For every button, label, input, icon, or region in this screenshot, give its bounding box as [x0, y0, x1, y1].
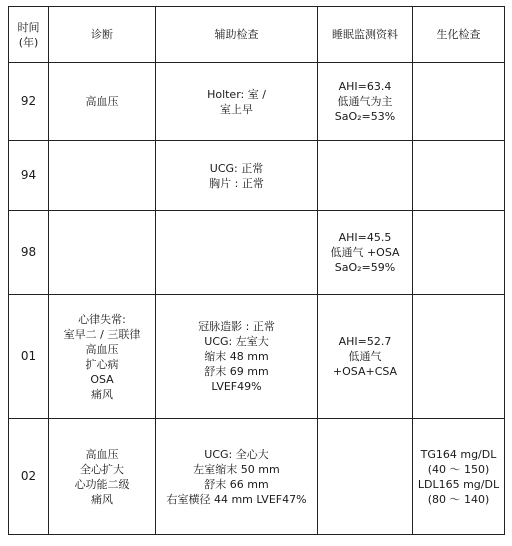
biochem-line: (40 ～ 150) — [427, 462, 490, 476]
auxiliary-line: Holter: 室 / — [207, 87, 266, 101]
cell-sleep — [318, 211, 413, 295]
cell-sleep — [318, 63, 413, 141]
header-sleep: 睡眠监测资料 — [318, 7, 413, 63]
auxiliary-line: 右室横径 44 mm LVEF47% — [166, 492, 307, 506]
cell-biochem — [413, 63, 505, 141]
header-time — [9, 7, 49, 63]
cell-year: 94 — [9, 141, 49, 211]
auxiliary-line: 胸片 : 正常 — [209, 176, 264, 190]
cell-biochem — [413, 141, 505, 211]
diagnosis-line: 全心扩大 — [80, 462, 124, 476]
sleep-line: 低通气 +OSA — [330, 246, 400, 259]
diagnosis-line: 室早二 / 三联律 — [63, 327, 141, 341]
cell-year: 01 — [9, 295, 49, 419]
cell-auxiliary — [156, 141, 318, 211]
diagnosis-line: OSA — [90, 372, 114, 386]
diagnosis-line: 痛风 — [91, 492, 113, 506]
cell-auxiliary — [156, 295, 318, 419]
header-time-line1: 时间 — [17, 20, 40, 34]
cell-sleep — [318, 295, 413, 419]
table-row — [9, 419, 505, 535]
table-container — [8, 6, 505, 535]
sleep-line: SaO₂=53% — [334, 110, 396, 123]
sleep-line: 低通气为主 — [337, 95, 393, 108]
cell-diagnosis — [49, 295, 156, 419]
auxiliary-line: UCG: 全心大 — [204, 447, 269, 461]
sleep-line: AHI=63.4 — [338, 80, 392, 93]
cell-auxiliary — [156, 63, 318, 141]
auxiliary-line: UCG: 左室大 — [204, 335, 269, 348]
cell-year: 98 — [9, 211, 49, 295]
biochem-line: TG164 mg/DL — [420, 447, 497, 461]
sleep-line: AHI=45.5 — [338, 231, 392, 244]
diagnosis-line: 高血压 — [85, 342, 119, 356]
sleep-line: +OSA+CSA — [332, 365, 398, 378]
diagnosis-line: 扩心病 — [85, 357, 119, 371]
cell-sleep — [318, 141, 413, 211]
header-diagnosis: 诊断 — [49, 7, 156, 63]
table-row — [9, 141, 505, 211]
auxiliary-line: 缩末 48 mm — [204, 350, 269, 363]
sleep-line: AHI=52.7 — [338, 335, 392, 348]
cell-biochem — [413, 419, 505, 535]
cell-year: 02 — [9, 419, 49, 535]
sleep-line: 低通气 — [348, 350, 382, 363]
biochem-line: (80 ～ 140) — [427, 492, 490, 506]
sleep-line: SaO₂=59% — [334, 261, 396, 274]
diagnosis-line: 心律失常: — [78, 312, 126, 326]
cell-diagnosis — [49, 63, 156, 141]
cell-diagnosis — [49, 141, 156, 211]
header-time-line2: (年) — [18, 35, 39, 49]
auxiliary-line: UCG: 正常 — [209, 161, 264, 175]
table-row — [9, 63, 505, 141]
auxiliary-line: 左室缩末 50 mm — [193, 462, 280, 476]
header-auxiliary: 辅助检查 — [156, 7, 318, 63]
auxiliary-line: LVEF49% — [211, 380, 262, 393]
diagnosis-line: 心功能二级 — [74, 477, 130, 491]
table-row — [9, 295, 505, 419]
cell-biochem — [413, 211, 505, 295]
auxiliary-line: 舒末 69 mm — [204, 365, 269, 378]
auxiliary-line: 舒末 66 mm — [204, 477, 269, 491]
cell-year: 92 — [9, 63, 49, 141]
auxiliary-line: 室上早 — [220, 102, 253, 116]
cell-sleep — [318, 419, 413, 535]
cell-auxiliary — [156, 419, 318, 535]
header-row — [9, 7, 505, 63]
cell-diagnosis — [49, 419, 156, 535]
cell-diagnosis — [49, 211, 156, 295]
diagnosis-line: 痛风 — [91, 387, 113, 401]
header-biochem: 生化检查 — [413, 7, 505, 63]
diagnosis-line: 高血压 — [85, 447, 119, 461]
auxiliary-line: 冠脉造影 : 正常 — [198, 320, 275, 333]
cell-biochem — [413, 295, 505, 419]
table-row — [9, 211, 505, 295]
cell-auxiliary — [156, 211, 318, 295]
biochem-line: LDL165 mg/DL — [417, 477, 500, 491]
diagnosis-line: 高血压 — [85, 95, 119, 108]
medical-history-table — [8, 6, 505, 535]
